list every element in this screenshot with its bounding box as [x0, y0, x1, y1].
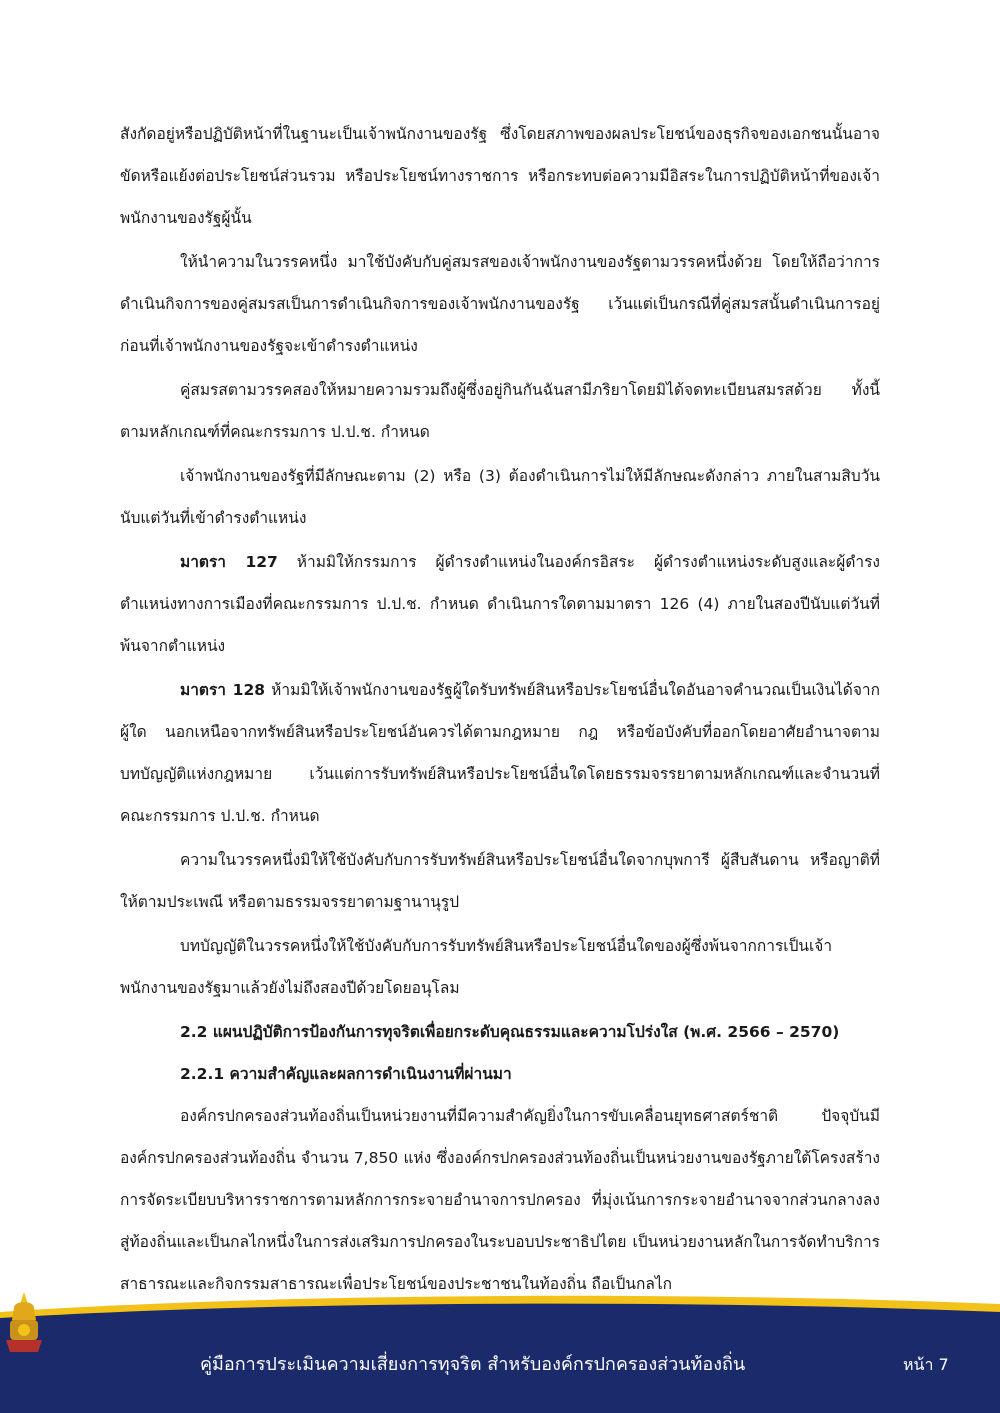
footer-title: คู่มือการประเมินความเสี่ยงการทุจริต สำหรับองค์กรปกครองส่วนท้องถิ่น	[200, 1354, 746, 1375]
paragraph: สังกัดอยู่หรือปฏิบัติหน้าที่ในฐานะเป็นเจ้าพนักงานของรัฐ ซึ่งโดยสภาพของผลประโยชน์ของธุรกิจของเอกชนนั้นอาจขัดหรือแย้งต่อประโยชน์ส่วนรวม หรือประโยชน์ทางราชการ หรือกระทบต่อความมีอิสระในการปฏิบัติหน้าที่ของเจ้าพนักงานของรัฐผู้นั้น	[120, 125, 880, 227]
paragraph	[120, 541, 880, 667]
paragraph	[120, 669, 880, 837]
emblem-icon	[0, 1290, 48, 1360]
paragraph-text: ห้ามมิให้กรรมการ ผู้ดำรงตำแหน่งในองค์กรอิสระ ผู้ดำรงตำแหน่งระดับสูงและผู้ดำรงตำแหน่งทางการเมืองที่คณะกรรมการ ป.ป.ช. กำหนด ดำเนินการใดตามมาตรา 126 (4) ภายในสองปีนับแต่วันที่พ้นจากตำแหน่ง	[120, 553, 880, 655]
section-number: มาตรา 128	[180, 681, 266, 699]
page-footer	[0, 1290, 1000, 1413]
document-body	[120, 113, 880, 1307]
section-heading: 2.2 แผนปฏิบัติการป้องกันการทุจริตเพื่อยกระดับคุณธรรมและความโปร่งใส (พ.ศ. 2566 – 2570)	[180, 1023, 840, 1041]
paragraph: ความในวรรคหนึ่งมิให้ใช้บังคับกับการรับทรัพย์สินหรือประโยชน์อื่นใดจากบุพการี ผู้สืบสันดาน หรือญาติที่ให้ตามประเพณี หรือตามธรรมจรรยาตามฐานานุรูป	[120, 851, 880, 911]
section-number: มาตรา 127	[180, 553, 278, 571]
paragraph-text: ห้ามมิให้เจ้าพนักงานของรัฐผู้ใดรับทรัพย์สินหรือประโยชน์อื่นใดอันอาจคำนวณเป็นเงินได้จากผู้ใด นอกเหนือจากทรัพย์สินหรือประโยชน์อันควรได้ตามกฎหมาย กฎ หรือข้อบังคับที่ออกโดยอาศัยอำนาจตามบทบัญญัติแห่งกฎหมาย เว้นแต่การรับทรัพย์สินหรือประโยชน์อื่นใดโดยธรรมจรรยาตามหลักเกณฑ์และจำนวนที่คณะกรรมการ ป.ป.ช. กำหนด	[120, 681, 880, 825]
paragraph: องค์กรปกครองส่วนท้องถิ่นเป็นหน่วยงานที่มีความสำคัญยิ่งในการขับเคลื่อนยุทธศาสตร์ชาติ ปัจจุบันมีองค์กรปกครองส่วนท้องถิ่น จำนวน 7,850 แห่ง ซึ่งองค์กรปกครองส่วนท้องถิ่นเป็นหน่วยงานของรัฐภายใต้โครงสร้างการจัดระเบียบบริหารราชการตามหลักการกระจายอำนาจการปกครอง ที่มุ่งเน้นการกระจายอำนาจจากส่วนกลางลงสู่ท้องถิ่นและเป็นกลไกหนึ่งในการส่งเสริมการปกครองในระบอบประชาธิปไตย เป็นหน่วยงานหลักในการจัดทำบริการสาธารณะและกิจกรรมสาธารณะเพื่อประโยชน์ของประชาชนในท้องถิ่น ถือเป็นกลไก	[120, 1107, 880, 1293]
paragraph: ให้นำความในวรรคหนึ่ง มาใช้บังคับกับคู่สมรสของเจ้าพนักงานของรัฐตามวรรคหนึ่งด้วย โดยให้ถือว่าการดำเนินกิจการของคู่สมรสเป็นการดำเนินกิจการของเจ้าพนักงานของรัฐ เว้นแต่เป็นกรณีที่คู่สมรสนั้นดำเนินการอยู่ก่อนที่เจ้าพนักงานของรัฐจะเข้าดำรงตำแหน่ง	[120, 253, 880, 355]
paragraph: บทบัญญัติในวรรคหนึ่งให้ใช้บังคับกับการรับทรัพย์สินหรือประโยชน์อื่นใดของผู้ซึ่งพ้นจากการเป็นเจ้าพนักงานของรัฐมาแล้วยังไม่ถึงสองปีด้วยโดยอนุโลม	[120, 937, 833, 997]
page-number: หน้า 7	[903, 1355, 949, 1374]
paragraph: เจ้าพนักงานของรัฐที่มีลักษณะตาม (2) หรือ (3) ต้องดำเนินการไม่ให้มีลักษณะดังกล่าว ภายในสามสิบวันนับแต่วันที่เข้าดำรงตำแหน่ง	[120, 467, 880, 527]
section-heading: 2.2.1 ความสำคัญและผลการดำเนินงานที่ผ่านมา	[180, 1065, 512, 1083]
paragraph: คู่สมรสตามวรรคสองให้หมายความรวมถึงผู้ซึ่งอยู่กินกันฉันสามีภริยาโดยมิได้จดทะเบียนสมรสด้วย ทั้งนี้ ตามหลักเกณฑ์ที่คณะกรรมการ ป.ป.ช. กำหนด	[120, 381, 880, 441]
